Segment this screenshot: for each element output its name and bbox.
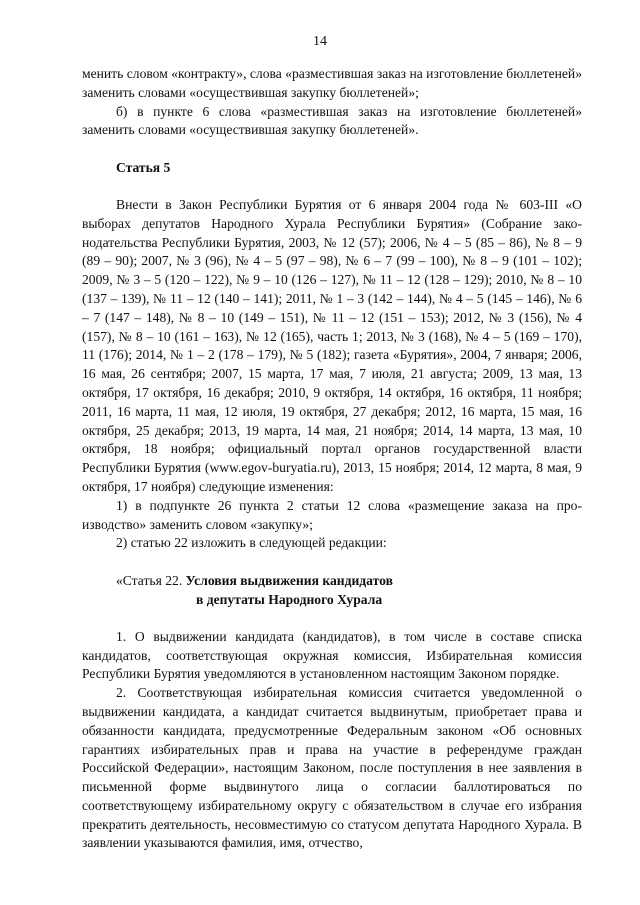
article-22-heading-lead: «Статья 22.: [116, 573, 186, 589]
paragraph-continuation: менить словом «контракту», слова «разместившая заказ на изготовление бюллетеней» заменить словами «осуществившая закупку бюллетеней»;: [82, 66, 582, 100]
article-5-item-2: 2) статью 22 изложить в следующей редакции:: [116, 535, 387, 551]
article-22-paragraph-1: 1. О выдвижении кандидата (кандидатов), в том числе в составе списка кандидатов, соответствующая окружная комиссия, Избирательная комиссия Республики Бурятия уведомляются в установленном настоящим Законом порядке.: [82, 628, 582, 682]
article-22-heading-title: Условия выдвижения кандидатов: [185, 573, 393, 589]
article-5-intro: Внести в Закон Республики Бурятия от 6 января 2004 года № 603-III «О выборах депутатов Народного Хурала Республики Бурятия» (Собрание законодательства Республики Бурятия, 2003, № 12 (57); 2006, № 4 – 5 (85 – 86), № 8 – 9 (89 – 90); 2007, № 3 (96), № 4 – 5 (97 – 98), № 6 – 7 (99 – 100), № 8 – 9 (101 – 102); 2009, № 3 – 5 (120 – 122), № 9 – 10 (126 – 127), № 11 – 12 (128 – 129); 2010, № 8 – 10 (137 – 139), № 11 – 12 (140 – 141); 2011, № 1 – 3 (142 – 144), № 4 – 5 (145 – 146), № 6 – 7 (147 – 148), № 8 – 10 (149 – 151), № 11 – 12 (151 – 153); 2012, № 3 (156), № 4 (157), № 8 – 10 (161 – 163), № 12 (165), часть 1; 2013, № 3 (168), № 4 – 5 (169 – 170), 11 (176); 2014, № 1 – 2 (178 – 179), № 5 (182); газета «Бурятия», 2004, 7 января; 2006, 16 мая, 26 сентября; 2007, 15 марта, 17 мая, 7 июля, 21 августа; 2009, 13 мая, 13 октября, 17 октября, 16 декабря; 2010, 9 октября, 14 октября, 16 октября, 11 ноября; 2011, 16 марта, 11 мая, 12 июля, 19 октября, 27 декабря; 2012, 16 марта, 15 мая, 16 октября, 25 декабря; 2013, 19 марта, 14 мая, 21 ноября; 2014, 14 марта, 13 мая, 10 октября, 18 ноября; официальный портал органов государственной власти Республики Бурятия (www.egov-buryatia.ru), 2013, 15 ноября; 2014, 12 марта, 8 мая, 9 октября, 17 ноября) следующие изменения:: [82, 196, 582, 494]
article-22-heading-title-line2: в депутаты Народного Хурала: [196, 591, 383, 607]
article-5-heading: Статья 5: [116, 160, 171, 176]
document-body: [82, 65, 582, 853]
article-22-heading: [82, 572, 582, 610]
page-number: 14: [313, 34, 327, 49]
paragraph-item-b: б) в пункте 6 слова «разместившая заказ на изготовление бюллетеней» заменить словами «осуществившая закупку бюллетеней».: [82, 103, 582, 138]
article-22-paragraph-2: 2. Соответствующая избирательная комиссия считается уведомленной о выдвижении кандидата, а кандидат считается выдвинутым, приобретает права и обязанности кандидата, предусмотренные Федеральным законом «Об основных гарантиях избирательных прав и права на участие в референдуме граждан Российской Федерации», настоящим Законом, после поступления в нее заявления в письменной форме выдвинутого лица о согласии баллотироваться по соответствующему избирательному округу с обязательством в случае его избрания прекратить деятельность, несовместимую со статусом депутата Народного Хурала. В заявлении указываются фамилия, имя, отчество,: [82, 685, 582, 851]
article-5-item-1: 1) в подпункте 26 пункта 2 статьи 12 слова «размещение заказа на производство» заменить словом «закупку»;: [82, 497, 582, 532]
